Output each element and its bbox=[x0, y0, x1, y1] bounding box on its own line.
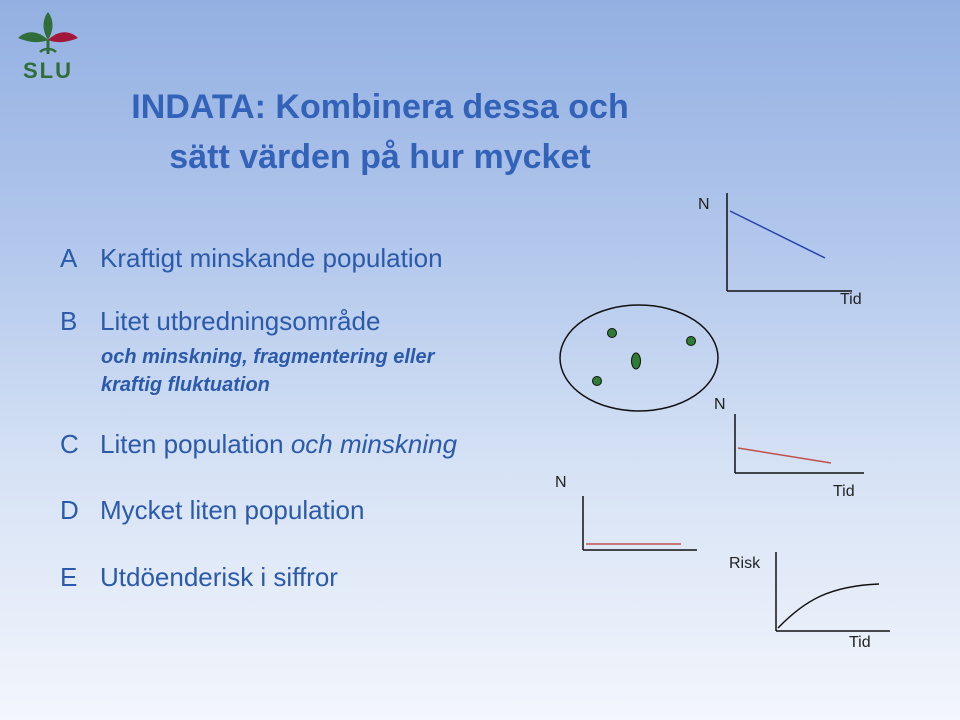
graph-decline-line bbox=[730, 211, 825, 258]
graph-small-decline-y-label: N bbox=[714, 396, 726, 413]
item-letter: E bbox=[60, 562, 78, 592]
graph-decline-y-label: N bbox=[698, 196, 710, 213]
item-letter: A bbox=[60, 243, 78, 273]
item-b-sub-line-2: kraftig fluktuation bbox=[101, 374, 270, 396]
graph-risk-curve bbox=[778, 584, 879, 628]
graph-risk bbox=[776, 552, 890, 631]
graph-very-small-y-label: N bbox=[555, 474, 567, 491]
graph-decline-x-label: Tid bbox=[840, 291, 862, 308]
graph-small-decline-line bbox=[738, 448, 831, 463]
item-text: Utdöenderisk i siffror bbox=[100, 562, 338, 592]
title-line-2: sätt värden på hur mycket bbox=[169, 138, 591, 176]
population-dot bbox=[608, 329, 617, 338]
graph-decline bbox=[727, 193, 852, 291]
item-letter: C bbox=[60, 429, 79, 459]
item-text: Mycket liten population bbox=[100, 495, 365, 525]
logo-text: SLU bbox=[23, 58, 73, 83]
population-dot bbox=[593, 377, 602, 386]
range-map bbox=[560, 305, 718, 411]
graph-risk-y-label: Risk bbox=[729, 555, 761, 572]
item-letter: B bbox=[60, 306, 78, 336]
item-letter: D bbox=[60, 495, 79, 525]
graph-small-decline bbox=[735, 414, 864, 473]
item-text: Kraftigt minskande population bbox=[100, 243, 443, 273]
item-text-plain: Liten population bbox=[100, 429, 291, 459]
graph-risk-x-label: Tid bbox=[849, 634, 871, 651]
population-dot bbox=[687, 337, 696, 346]
graph-very-small bbox=[583, 496, 697, 550]
item-text: Litet utbredningsområde bbox=[100, 306, 381, 336]
item-b-sub-line-1: och minskning, fragmentering eller bbox=[101, 346, 435, 368]
graph-small-decline-x-label: Tid bbox=[833, 483, 855, 500]
item-text-italic: och minskning bbox=[290, 429, 458, 459]
population-dot bbox=[632, 353, 641, 369]
title-line-1: INDATA: Kombinera dessa och bbox=[131, 88, 629, 126]
